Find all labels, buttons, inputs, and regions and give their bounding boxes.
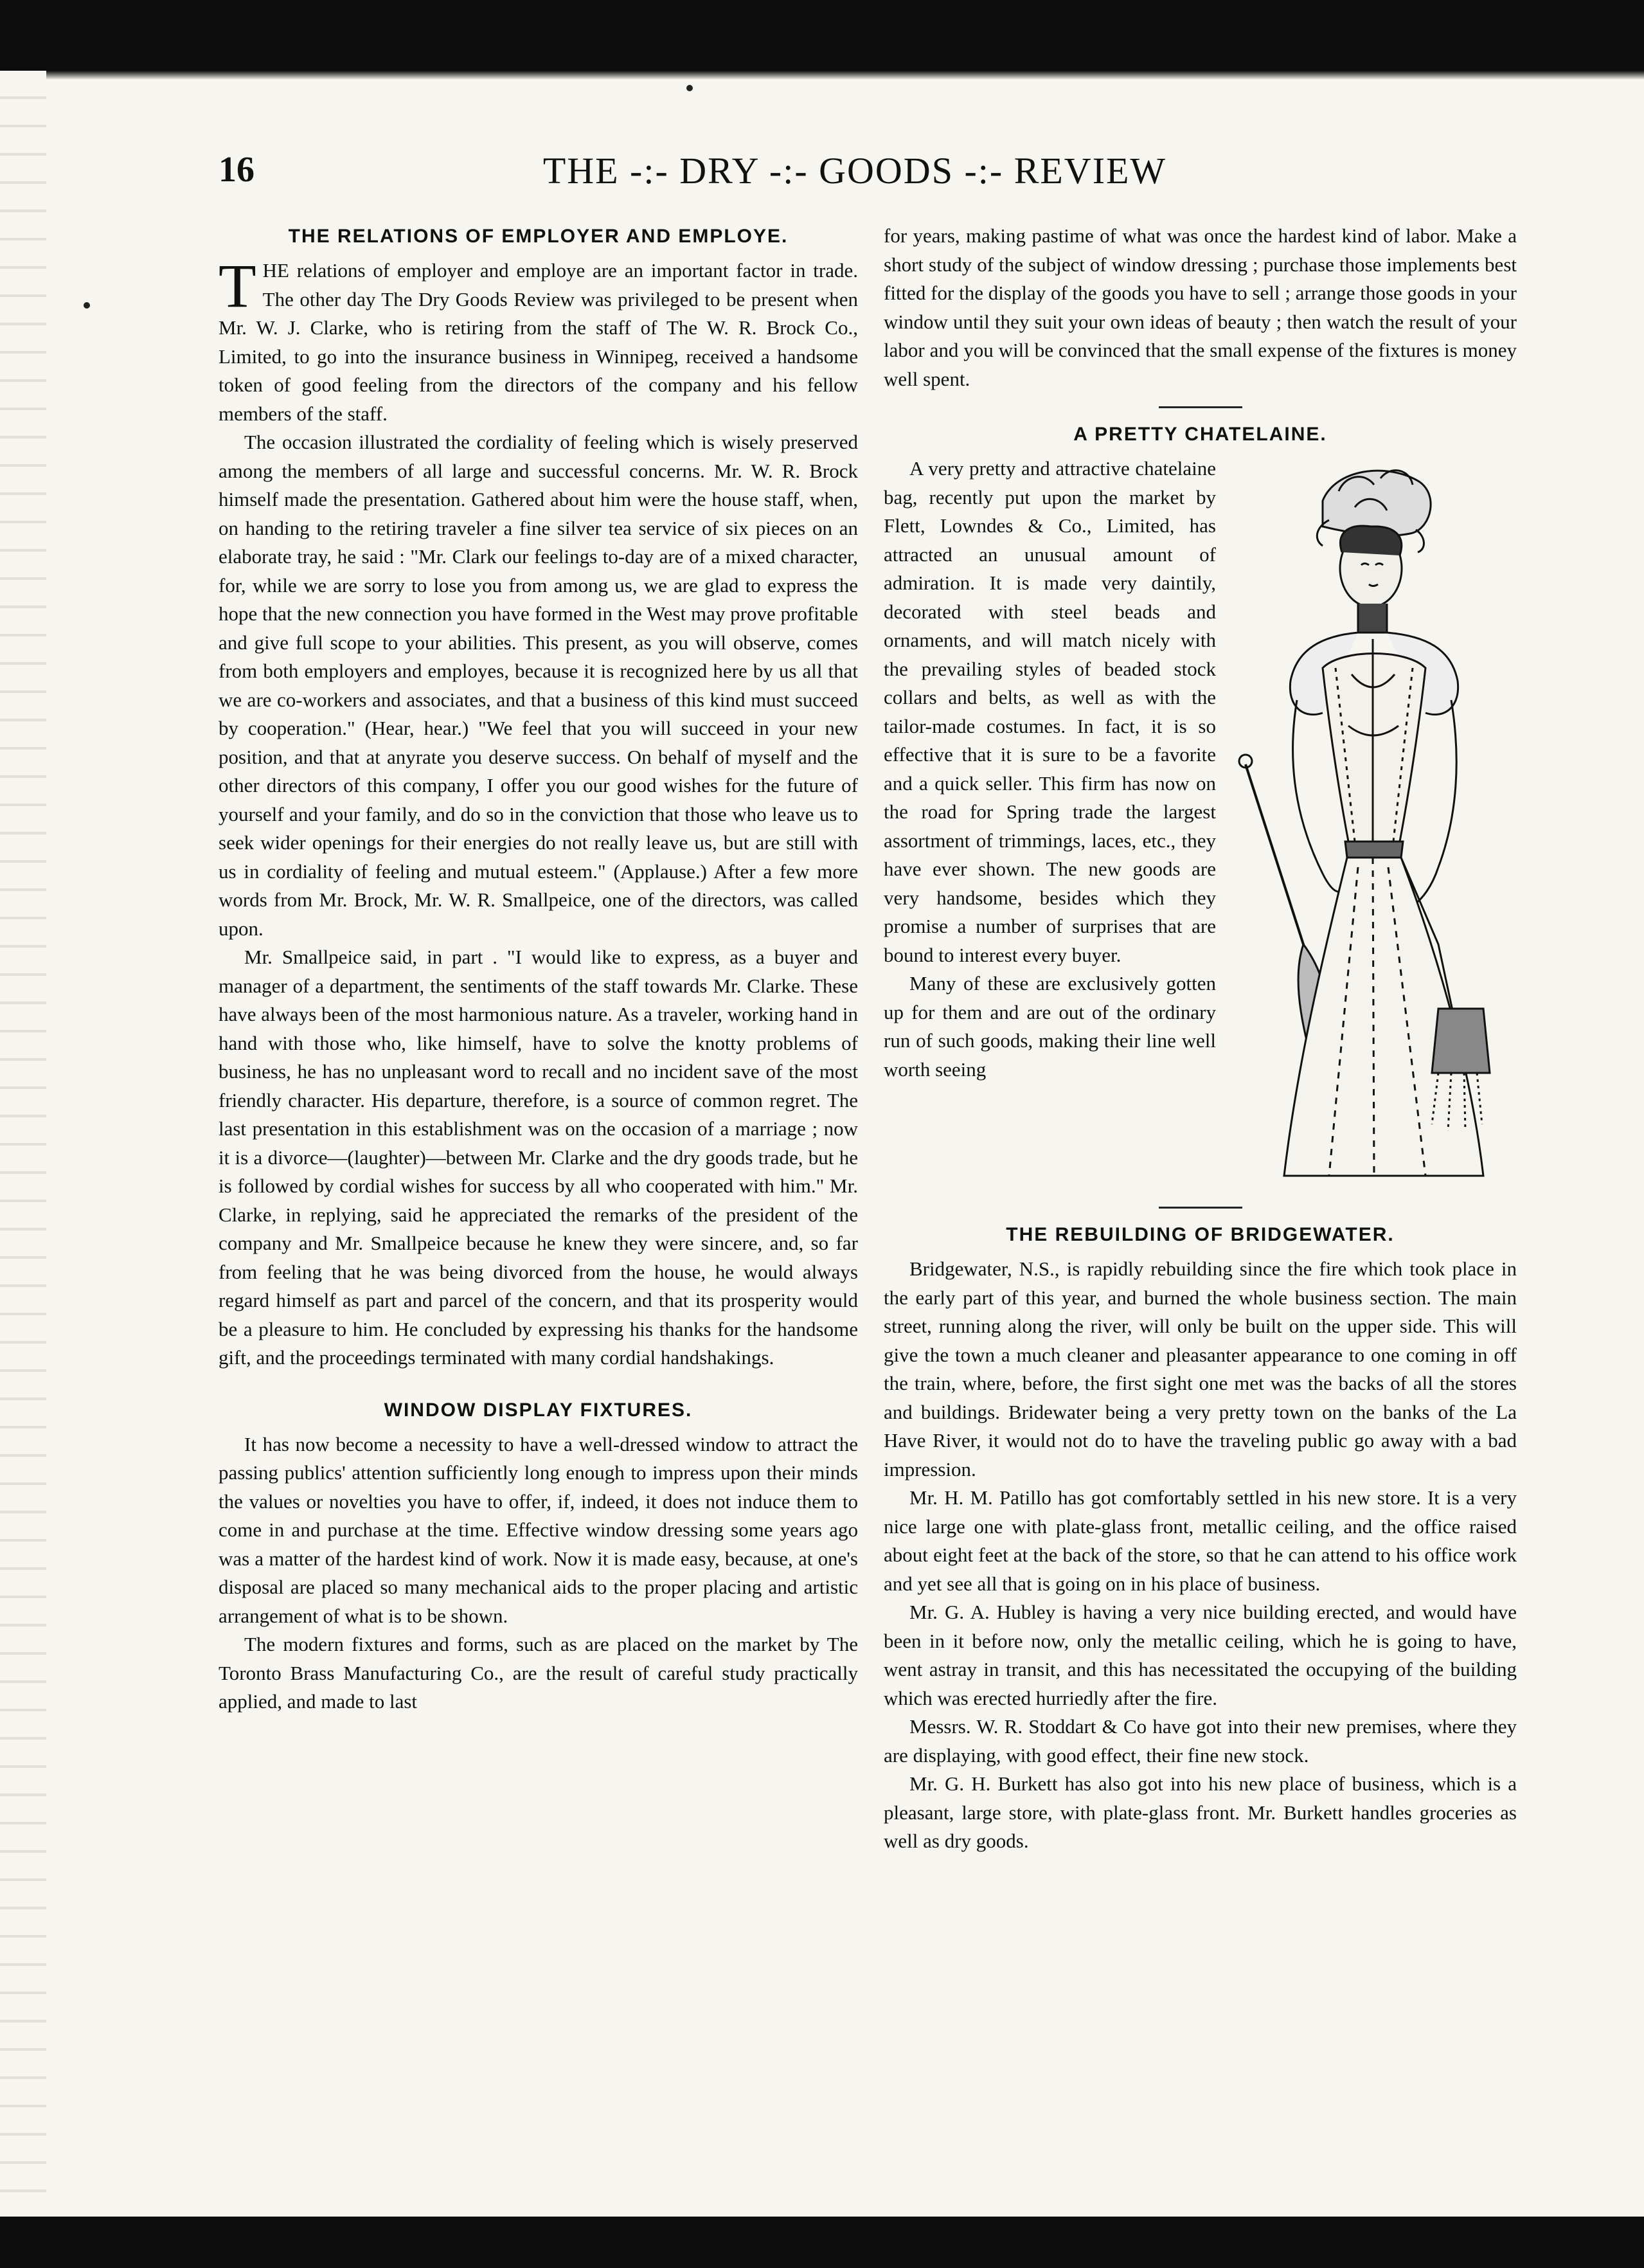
scan-speck: [686, 85, 693, 91]
article-heading-chatelaine: A PRETTY CHATELAINE.: [1073, 424, 1327, 445]
article-paragraph: Mr. H. M. Patillo has got comfortably settled in his new store. It is a very nice large one with plate-glass front, metallic ceiling, and the office raised about eight feet at the back of the store, so that he can attend to his office work and yet see all that is going on in his place of business.: [884, 1486, 1517, 1595]
article-paragraph: The occasion illustrated the cordiality of feeling which is wisely preserved among the members of all large and successful concerns. Mr. W. R. Brock himself made the presentation. Gathered about him were the house staff, when, on handing to the retiring traveler a fine silver tea service of six pieces on an elaborate tray, he said : "Mr. Clark our feelings to-day are of a mixed character, for, while we are sorry to lose you from among us, we are glad to express the hope that the new connection you have formed in the West may prove profitable and give full scope to your abilities. This present, as you will observe, comes from both employers and employes, because it is recognized here by us all that we are co-workers and associates, and that a business of this kind must succeed by cooperation." (Hear, hear.) "We feel that you will succeed in your new position, and that at anyrate you deserve success. On behalf of myself and the other directors of this company, I offer you our good wishes for the future of yourself and your family, and do so in the conviction that those who leave us to seek wider openings for their energies do not really leave us, but are still with us in cordiality of feeling and mutual esteem." (Applause.) After a few more words from Mr. Brock, Mr. W. R. Smallpeice, one of the directors, was called upon.: [219, 431, 858, 940]
section-gap: [219, 1372, 858, 1396]
article-paragraph: Many of these are exclusively gotten up for them and are out of the ordinary run of such goods, making their line well worth seeing: [884, 972, 1216, 1081]
drop-cap: T: [219, 251, 256, 320]
article-paragraph: A very pretty and attractive chatelaine bag, recently put upon the market by Flett, Lowndes & Co., Limited, has attracted an unusual amount of admiration. It is made very daintily, decorated with steel beads and ornaments, and will match nicely with the prevailing styles of beaded stock collars and belts, as well as with the tailor-made costumes. In fact, it is so effective that it is sure to be a favorite and a quick seller. This firm has now on the road for Spring trade the largest assortment of trimmings, laces, etc., they have ever shown. The new goods are very handsome, besides which they promise a number of surprises that are bound to interest every buyer.: [884, 457, 1216, 966]
lady-with-chatelaine-illustration: [1226, 456, 1522, 1189]
article-heading-bridgewater: THE REBUILDING OF BRIDGEWATER.: [1006, 1224, 1395, 1245]
masthead-title: THE -:- DRY -:- GOODS -:- REVIEW: [542, 150, 1167, 192]
article-paragraph: for years, making pastime of what was once the hardest kind of labor. Make a short study of the subject of window dressing ; purchase those implements best fitted for the display of the goods you have to sell ; arrange those goods in your window until they suit your own ideas of beauty ; then watch the result of your labor and you will be convinced that the small expense of the fixtures is money well spent.: [884, 224, 1517, 390]
left-column: [219, 222, 858, 1716]
article-paragraph: Mr. Smallpeice said, in part . "I would like to express, as a buyer and manager of a department, the sentiments of the staff towards Mr. Clarke. These have always been of the most harmonious nature. As a traveler, working hand in hand with those who, like himself, have to solve the knotty problems of business, he has no unpleasant word to recall and no incident save of the most friendly character. His departure, therefore, is a source of common regret. The last presentation in this establishment was on the occasion of a marriage ; now it is a divorce—(laughter)—between Mr. Clarke and the dry goods trade, but he is followed by cordial wishes for success by all who cooperated with him." Mr. Clarke, in replying, said he appreciated the remarks of the president of the company and Mr. Smallpeice because he knew they were sincere, and, so far from feeling that he was being divorced from the house, he would always regard himself as part and parcel of the concern, and that its prosperity would be a pleasure to him. He concluded by expressing his thanks for the handsome gift, and the proceedings terminated with many cordial handshakings.: [219, 946, 858, 1369]
article-paragraph: Mr. G. H. Burkett has also got into his new place of business, which is a pleasant, large store, with plate-glass front. Mr. Burkett handles groceries as well as dry goods.: [884, 1772, 1517, 1852]
scan-left-margin: [0, 71, 46, 2217]
article-paragraph: The modern fixtures and forms, such as are placed on the market by The Toronto Brass Manufacturing Co., are the result of careful study practically applied, and made to last: [219, 1633, 858, 1713]
article-paragraph: [219, 251, 858, 428]
article-paragraph: Bridgewater, N.S., is rapidly rebuilding since the fire which took place in the early part of this year, and burned the whole business section. The main street, running along the river, will only be built on the upper side. This will give the town a much cleaner and pleasanter appearance to one coming in off the train, where, before, the first sight one met was the backs of all the stores and buildings. Bridewater being a very pretty town on the banks of the La Have River, it would not do to have the traveling public go away with a bad impression.: [884, 1257, 1517, 1480]
article-paragraph: It has now become a necessity to have a well-dressed window to attract the passing publics' attention sufficiently long enough to impress upon their minds the values or novelties you have to offer, if, indeed, it does not induce them to come in and purchase at the time. Effective window dressing some years ago was a matter of the hardest kind of work. Now it is made easy, because, at one's disposal are placed so many mechanical aids to the proper placing and artistic arrangement of what is to be shown.: [219, 1432, 858, 1627]
scan-top-border: [0, 0, 1644, 71]
paragraph-text: HE relations of employer and employe are an important factor in trade. The other day The Dry Goods Review was privileged to be present when Mr. W. J. Clarke, who is retiring from the staff of The W. R. Brock Co., Limited, to go into the insurance business in Winnipeg, received a handsome token of good feeling from the directors of the company and his fellow members of the staff.: [219, 259, 858, 425]
article-heading-window-display: WINDOW DISPLAY FIXTURES.: [384, 1399, 693, 1421]
page-header: [219, 149, 1491, 207]
article-paragraph: Messrs. W. R. Stoddart & Co have got into their new premises, where they are displaying, with good effect, their fine new stock.: [884, 1715, 1517, 1767]
page-number: 16: [219, 150, 255, 190]
section-rule: [1159, 406, 1242, 408]
section-rule: [1159, 1207, 1242, 1209]
scan-bottom-border: [0, 2217, 1644, 2268]
right-column: [884, 222, 1517, 1856]
scan-speck: [84, 302, 90, 309]
article-paragraph: Mr. G. A. Hubley is having a very nice building erected, and would have been in it before now, only the metallic ceiling, which he is going to have, went astray in transit, and this has necessitated the occupying of the building which was erected hurriedly after the fire.: [884, 1601, 1517, 1709]
article-heading-employer: THE RELATIONS OF EMPLOYER AND EMPLOYE.: [288, 226, 789, 247]
